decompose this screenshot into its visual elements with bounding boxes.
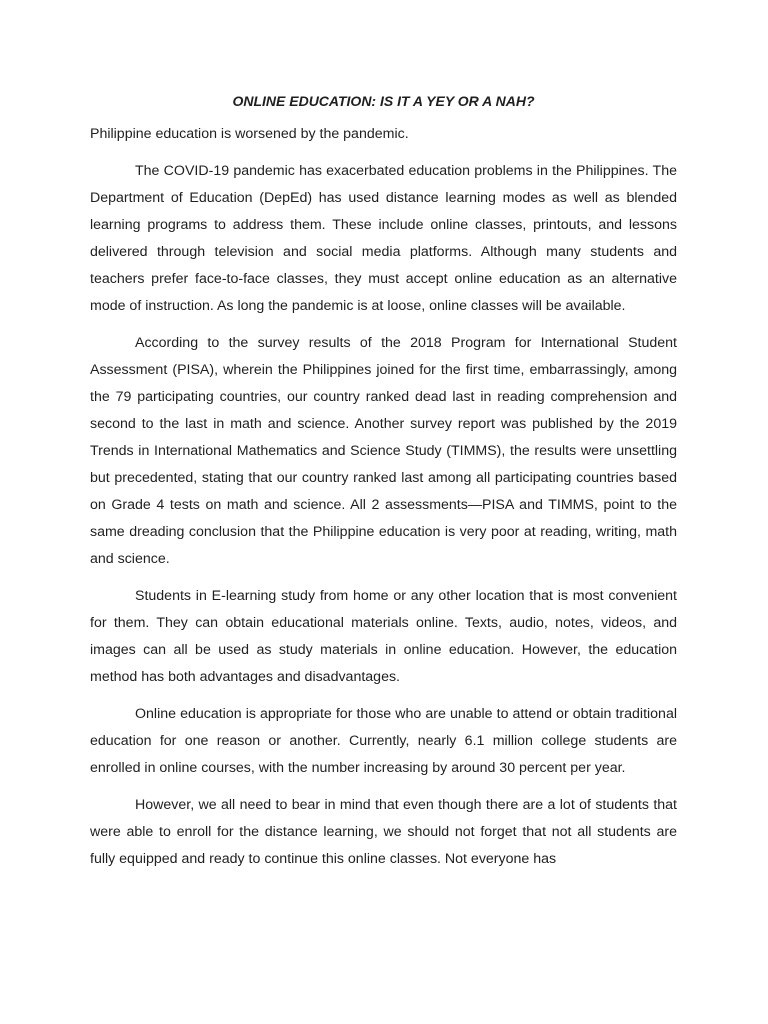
lead-sentence: Philippine education is worsened by the pandemic. xyxy=(90,126,409,142)
paragraph-e-learning-materials: Students in E-learning study from home or any other location that is most convenient for them. They can obtain educational materials online. Texts, audio, notes, videos, and images can all be used as study materials in online education. However, the education method has both advantages and disadvantages. xyxy=(90,588,677,685)
paragraph-not-all-equipped: However, we all need to bear in mind that even though there are a lot of students that were able to enroll for the distance learning, we should not forget that not all students are fully equipped and ready to continue this online classes. Not everyone has xyxy=(90,797,677,867)
document-body xyxy=(90,91,677,883)
paragraph-online-enrollment: Online education is appropriate for those who are unable to attend or obtain traditional education for one reason or another. Currently, nearly 6.1 million college students are enrolled in online courses, with the number increasing by around 30 percent per year. xyxy=(90,706,677,776)
paragraph-pisa-timms-results: According to the survey results of the 2018 Program for International Student Assessment (PISA), wherein the Philippines joined for the first time, embarrassingly, among the 79 participating countries, our country ranked dead last in reading comprehension and second to the last in math and science. Another survey report was published by the 2019 Trends in International Mathematics and Science Study (TIMMS), the results were unsettling but precedented, stating that our country ranked last among all participating countries based on Grade 4 tests on math and science. All 2 assessments—PISA and TIMMS, point to the same dreading conclusion that the Philippine education is very poor at reading, writing, math and science. xyxy=(90,335,677,567)
document-title: ONLINE EDUCATION: IS IT A YEY OR A NAH? xyxy=(232,93,535,109)
paragraph-covid-distance-learning: The COVID-19 pandemic has exacerbated education problems in the Philippines. The Department of Education (DepEd) has used distance learning modes as well as blended learning programs to address them. These include online classes, printouts, and lessons delivered through television and social media platforms. Although many students and teachers prefer face-to-face classes, they must accept online education as an alternative mode of instruction. As long the pandemic is at loose, online classes will be available. xyxy=(90,163,677,314)
